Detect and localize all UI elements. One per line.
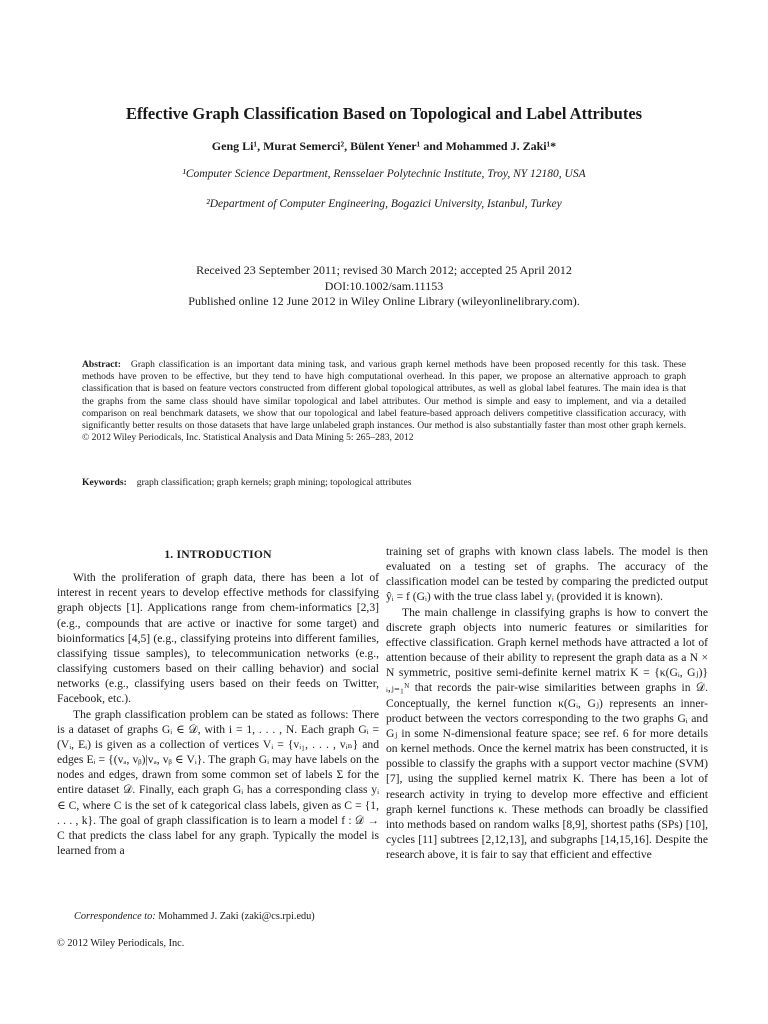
section-heading-introduction: 1. INTRODUCTION — [164, 548, 272, 561]
left-column — [57, 544, 379, 858]
abstract-text: Graph classification is an important data mining task, and various graph kernel methods have been proposed recently for this task. These methods have proven to be effective, but they tend to have high computational overhead. In this paper, we propose an alternative approach to graph classification that is based on feature vectors constructed from different global topological attributes, as well as global label features. The main idea is that the graphs from the same class should have similar topological and label attributes. Our method is simple and easy to implement, and via a detailed comparison on real benchmark datasets, we show that our topological and label feature-based approach delivers competitive classification accuracy, with significantly better results on those datasets that have large unlabeled graph instances. Our method is also substantially faster than most other graph kernels. © 2012 Wiley Periodicals, Inc. Statistical Analysis and Data Mining 5: 265–283, 2012 — [82, 359, 686, 444]
publication-history — [0, 263, 768, 310]
paragraph: With the proliferation of graph data, there has been a lot of interest in recent years to develop effective methods for classifying graph objects [1]. Applications range from chem-informatics [2,3] (e.g., compounds that are active or inactive for some target) and bioinformatics [4,5] (e.g., classifying proteins into different families, classifying tissue samples), to telecommunication networks (e.g., classifying customers based on their calling behavior) and social networks (e.g., classifying users based on their feeds on Twitter, Facebook, etc.). — [57, 571, 379, 706]
copyright-footer: © 2012 Wiley Periodicals, Inc. — [57, 938, 185, 949]
abstract — [82, 359, 686, 444]
right-column — [386, 544, 708, 862]
received-dates: Received 23 September 2011; revised 30 March 2012; accepted 25 April 2012 — [196, 263, 572, 277]
keywords — [82, 477, 686, 488]
author-list: Geng Li¹, Murat Semerci², Bülent Yener¹ and Mohammed J. Zaki¹* — [211, 139, 557, 153]
paper-title: Effective Graph Classification Based on Topological and Label Attributes — [125, 104, 643, 123]
correspondence-label: Correspondence to: — [74, 911, 156, 922]
affiliation-2: ²Department of Computer Engineering, Bogazici University, Istanbul, Turkey — [206, 198, 562, 210]
affiliation-1: ¹Computer Science Department, Rensselaer Polytechnic Institute, Troy, NY 12180, USA — [182, 168, 586, 180]
doi[interactable]: DOI:10.1002/sam.11153 — [324, 278, 444, 293]
correspondence-note — [74, 911, 374, 922]
published-online: Published online 12 June 2012 in Wiley Online Library (wileyonlinelibrary.com). — [188, 294, 580, 308]
keywords-label: Keywords: — [82, 477, 127, 488]
keywords-text: graph classification; graph kernels; graph mining; topological attributes — [136, 477, 412, 488]
correspondence-text: Mohammed J. Zaki (zaki@cs.rpi.edu) — [158, 911, 315, 922]
paragraph: training set of graphs with known class labels. The model is then evaluated on a testing set of graphs. The accuracy of the classification model can be tested by comparing the predicted output ŷᵢ = f (Gᵢ) with the true class label yᵢ (provided it is known). — [386, 545, 708, 604]
paragraph: The main challenge in classifying graphs is how to convert the discrete graph objects into numeric features or similarities for effective classification. Graph kernel methods have attracted a lot of attention because of their ability to represent the graph data as a N × N symmetric, positive semi-definite kernel matrix K = {κ(Gᵢ, Gⱼ)}ᵢ,ⱼ₌₁ᴺ that records the pair-wise similarities between graphs in 𝒟. Conceptually, the kernel function κ(Gᵢ, Gⱼ) represents an inner-product between the vectors corresponding to the two graphs Gᵢ and Gⱼ in some N-dimensional feature space; see ref. 6 for more details on kernel methods. Once the kernel matrix has been constructed, it is possible to classify the graphs with a support vector machine (SVM) [7], using the supplied kernel matrix K. There has been a lot of research activity in trying to develop more effective and efficient graph kernel functions κ. These methods can broadly be classified into methods based on random walks [8,9], shortest paths (SPs) [10], cycles [11] subtrees [2,12,13], and subgraphs [14,15,16]. Despite the research above, it is fair to say that efficient and effective — [386, 605, 708, 862]
abstract-label: Abstract: — [82, 359, 121, 370]
paragraph: The graph classification problem can be stated as follows: There is a dataset of graphs Gᵢ ∈ 𝒟, with i = 1, . . . , N. Each graph Gᵢ = (Vᵢ, Eᵢ) is given as a collection of vertices Vᵢ = {vᵢ₁, . . . , vᵢₙ} and edges Eᵢ = {(vₐ, vᵦ)|vₐ, vᵦ ∈ Vᵢ}. The graph Gᵢ may have labels on the nodes and edges, drawn from some common set of labels Σ for the entire dataset 𝒟. Finally, each graph Gᵢ has a corresponding class yᵢ ∈ C, where C is the set of k categorical class labels, given as C = {1, . . . , k}. The goal of graph classification is to learn a model f : 𝒟 → C that predicts the class label for any graph. Typically the model is learned from a — [57, 707, 379, 857]
